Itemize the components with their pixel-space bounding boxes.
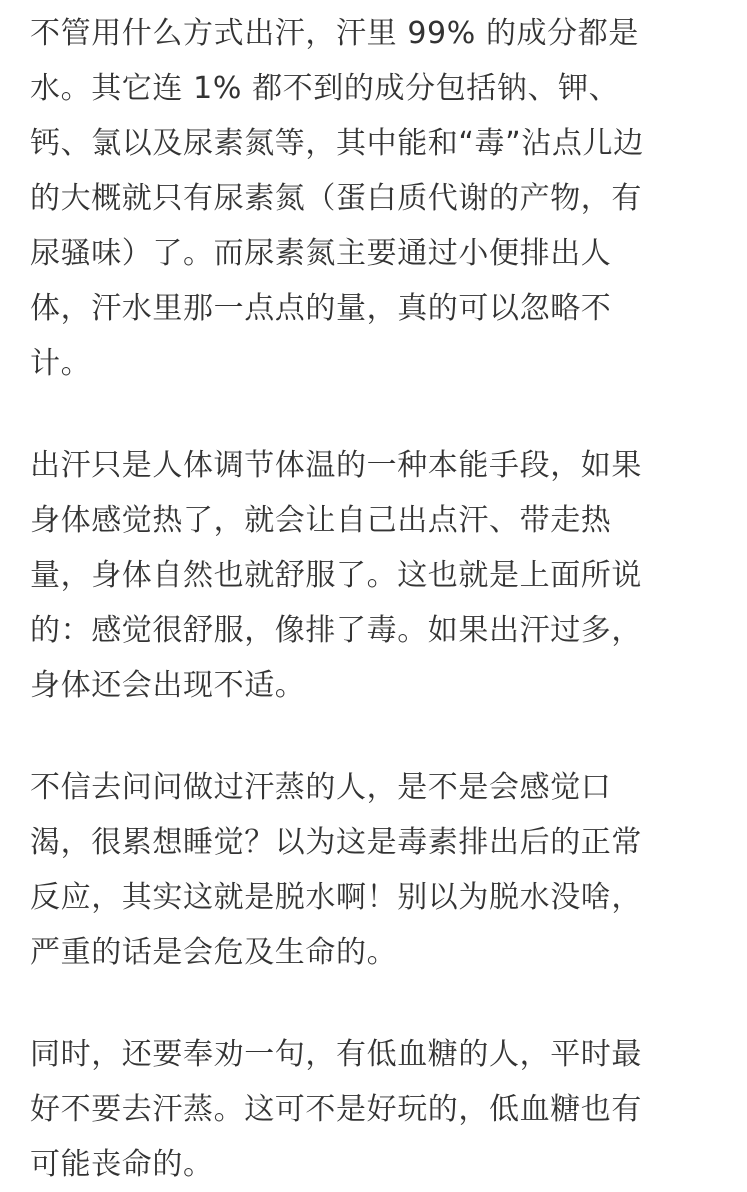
paragraph-body-temperature xyxy=(30,438,720,713)
text-line: 体，汗水里那一点点的量，真的可以忽略不 xyxy=(30,291,612,326)
text-line: 出汗只是人体调节体温的一种本能手段，如果 xyxy=(30,448,642,483)
text-line: 水。其它连 1% 都不到的成分包括钠、钾、 xyxy=(30,71,620,106)
text-line: 钙、氯以及尿素氮等，其中能和“毒”沾点儿边 xyxy=(30,126,644,161)
text-line: 好不要去汗蒸。这可不是好玩的，低血糖也有 xyxy=(30,1092,642,1127)
text-line: 的：感觉很舒服，像排了毒。如果出汗过多， xyxy=(30,613,642,648)
text-line: 同时，还要奉劝一句，有低血糖的人，平时最 xyxy=(30,1037,642,1072)
text-line: 计。 xyxy=(30,346,92,381)
text-line: 反应，其实这就是脱水啊！别以为脱水没啥， xyxy=(30,880,642,915)
paragraph-sweat-composition xyxy=(30,6,720,391)
article-body xyxy=(30,6,720,1192)
paragraph-dehydration xyxy=(30,760,720,980)
text-line: 尿骚味）了。而尿素氮主要通过小便排出人 xyxy=(30,236,612,271)
text-line: 身体感觉热了，就会让自己出点汗、带走热 xyxy=(30,503,612,538)
text-line: 可能丧命的。 xyxy=(30,1147,214,1182)
text-line: 不管用什么方式出汗，汗里 99% 的成分都是 xyxy=(30,16,639,51)
text-line: 身体还会出现不适。 xyxy=(30,668,306,703)
text-line: 的大概就只有尿素氮（蛋白质代谢的产物，有 xyxy=(30,181,642,216)
paragraph-hypoglycemia-warning xyxy=(30,1027,720,1192)
text-line: 严重的话是会危及生命的。 xyxy=(30,935,398,970)
text-line: 渴，很累想睡觉？以为这是毒素排出后的正常 xyxy=(30,825,642,860)
text-line: 不信去问问做过汗蒸的人，是不是会感觉口 xyxy=(30,770,612,805)
text-line: 量，身体自然也就舒服了。这也就是上面所说 xyxy=(30,558,642,593)
